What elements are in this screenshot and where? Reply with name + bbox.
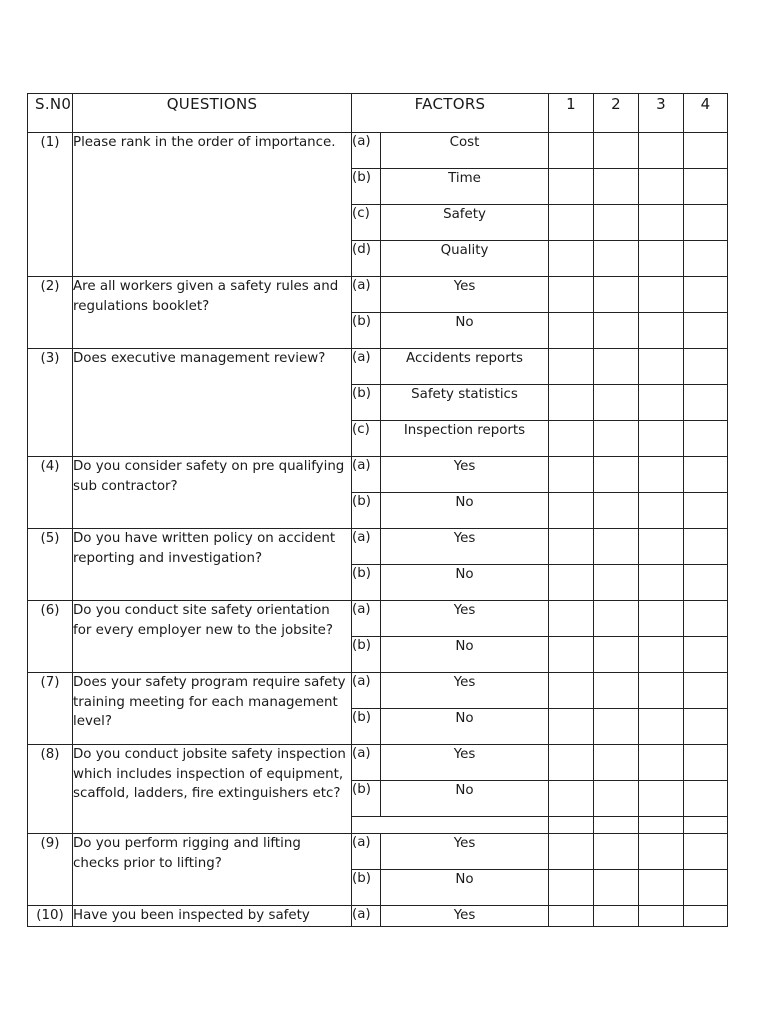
rank-2-cell[interactable]	[594, 906, 639, 927]
rank-4-cell[interactable]	[684, 205, 728, 241]
option-label: Yes	[381, 457, 549, 493]
rank-1-cell[interactable]	[549, 906, 594, 927]
option-label: No	[381, 313, 549, 349]
rank-4-cell[interactable]	[684, 781, 728, 817]
rank-2-cell[interactable]	[594, 870, 639, 906]
option-label: Cost	[381, 133, 549, 169]
option-letter: (a)	[352, 834, 381, 870]
rank-1-cell[interactable]	[549, 601, 594, 637]
option-letter: (b)	[352, 313, 381, 349]
rank-4-cell[interactable]	[684, 133, 728, 169]
rank-3-cell[interactable]	[639, 205, 684, 241]
question-option-row	[28, 906, 728, 927]
rank-2-cell[interactable]	[594, 745, 639, 781]
rank-4-cell[interactable]	[684, 745, 728, 781]
question-option-row	[28, 349, 728, 385]
option-letter: (b)	[352, 781, 381, 817]
option-label: Yes	[381, 906, 549, 927]
rank-3-cell[interactable]	[639, 133, 684, 169]
rank-2-cell[interactable]	[594, 313, 639, 349]
question-number: (2)	[28, 277, 73, 349]
rank-3-cell[interactable]	[639, 313, 684, 349]
rank-2-cell[interactable]	[594, 421, 639, 457]
rank-2-cell[interactable]	[594, 781, 639, 817]
rank-1-cell[interactable]	[549, 385, 594, 421]
option-label: Safety statistics	[381, 385, 549, 421]
rank-1-cell[interactable]	[549, 313, 594, 349]
rank-2-cell[interactable]	[594, 169, 639, 205]
option-letter: (b)	[352, 169, 381, 205]
option-label: Accidents reports	[381, 349, 549, 385]
rank-1-cell[interactable]	[549, 421, 594, 457]
rank-4-cell[interactable]	[684, 421, 728, 457]
option-letter: (c)	[352, 205, 381, 241]
rank-2-cell[interactable]	[594, 205, 639, 241]
option-letter: (b)	[352, 637, 381, 673]
option-label: No	[381, 709, 549, 745]
rank-2-cell[interactable]	[594, 493, 639, 529]
rank-4-cell[interactable]	[684, 529, 728, 565]
option-letter: (a)	[352, 529, 381, 565]
rank-1-cell[interactable]	[549, 349, 594, 385]
rank-2-cell[interactable]	[594, 673, 639, 709]
rank-4-cell[interactable]	[684, 241, 728, 277]
option-letter: (a)	[352, 349, 381, 385]
question-text: Do you perform rigging and lifting checks prior to lifting?	[73, 834, 352, 906]
rank-1-cell[interactable]	[549, 493, 594, 529]
header-rank-3: 3	[639, 94, 684, 133]
rank-2-cell[interactable]	[594, 817, 639, 834]
option-letter: (a)	[352, 457, 381, 493]
header-sno: S.N0	[28, 94, 73, 133]
question-text: Do you conduct jobsite safety inspection which includes inspection of equipment, scaffold, ladders, fire extinguishers etc?	[73, 745, 352, 834]
question-option-row	[28, 133, 728, 169]
option-label: Inspection reports	[381, 421, 549, 457]
rank-3-cell[interactable]	[639, 601, 684, 637]
option-letter: (a)	[352, 673, 381, 709]
question-text: Does your safety program require safety training meeting for each management level?	[73, 673, 352, 745]
rank-2-cell[interactable]	[594, 277, 639, 313]
question-number: (1)	[28, 133, 73, 277]
rank-4-cell[interactable]	[684, 385, 728, 421]
rank-1-cell[interactable]	[549, 277, 594, 313]
rank-1-cell[interactable]	[549, 817, 594, 834]
rank-3-cell[interactable]	[639, 817, 684, 834]
header-questions: QUESTIONS	[73, 94, 352, 133]
rank-4-cell[interactable]	[684, 277, 728, 313]
question-text: Have you been inspected by safety	[73, 906, 352, 927]
rank-3-cell[interactable]	[639, 457, 684, 493]
question-number: (9)	[28, 834, 73, 906]
option-letter: (a)	[352, 277, 381, 313]
rank-4-cell[interactable]	[684, 709, 728, 745]
question-number: (3)	[28, 349, 73, 457]
question-text: Please rank in the order of importance.	[73, 133, 352, 277]
rank-1-cell[interactable]	[549, 241, 594, 277]
question-text: Does executive management review?	[73, 349, 352, 457]
rank-2-cell[interactable]	[594, 457, 639, 493]
question-option-row	[28, 745, 728, 781]
questions-body	[28, 133, 728, 927]
rank-2-cell[interactable]	[594, 637, 639, 673]
rank-2-cell[interactable]	[594, 834, 639, 870]
option-label: Yes	[381, 673, 549, 709]
rank-4-cell[interactable]	[684, 457, 728, 493]
rank-4-cell[interactable]	[684, 349, 728, 385]
rank-1-cell[interactable]	[549, 709, 594, 745]
question-option-row	[28, 601, 728, 637]
question-option-row	[28, 457, 728, 493]
option-letter: (a)	[352, 745, 381, 781]
option-label: Yes	[381, 834, 549, 870]
option-label: Safety	[381, 205, 549, 241]
rank-3-cell[interactable]	[639, 673, 684, 709]
question-text: Do you consider safety on pre qualifying sub contractor?	[73, 457, 352, 529]
option-label: Yes	[381, 745, 549, 781]
rank-3-cell[interactable]	[639, 349, 684, 385]
rank-2-cell[interactable]	[594, 709, 639, 745]
option-label: No	[381, 870, 549, 906]
option-label: No	[381, 637, 549, 673]
rank-1-cell[interactable]	[549, 133, 594, 169]
rank-1-cell[interactable]	[549, 457, 594, 493]
rank-4-cell[interactable]	[684, 870, 728, 906]
option-letter: (a)	[352, 133, 381, 169]
rank-4-cell[interactable]	[684, 906, 728, 927]
header-rank-2: 2	[594, 94, 639, 133]
rank-3-cell[interactable]	[639, 565, 684, 601]
option-label: Yes	[381, 529, 549, 565]
rank-4-cell[interactable]	[684, 313, 728, 349]
rank-1-cell[interactable]	[549, 673, 594, 709]
rank-3-cell[interactable]	[639, 906, 684, 927]
rank-2-cell[interactable]	[594, 349, 639, 385]
rank-1-cell[interactable]	[549, 637, 594, 673]
rank-1-cell[interactable]	[549, 745, 594, 781]
question-number: (8)	[28, 745, 73, 834]
question-option-row	[28, 529, 728, 565]
option-label: Quality	[381, 241, 549, 277]
rank-3-cell[interactable]	[639, 169, 684, 205]
rank-4-cell[interactable]	[684, 817, 728, 834]
option-letter: (b)	[352, 565, 381, 601]
rank-1-cell[interactable]	[549, 834, 594, 870]
question-number: (10)	[28, 906, 73, 927]
question-number: (6)	[28, 601, 73, 673]
rank-3-cell[interactable]	[639, 834, 684, 870]
question-option-row	[28, 673, 728, 709]
rank-2-cell[interactable]	[594, 241, 639, 277]
rank-3-cell[interactable]	[639, 781, 684, 817]
rank-3-cell[interactable]	[639, 493, 684, 529]
rank-4-cell[interactable]	[684, 834, 728, 870]
rank-1-cell[interactable]	[549, 565, 594, 601]
rank-2-cell[interactable]	[594, 601, 639, 637]
question-text: Are all workers given a safety rules and regulations booklet?	[73, 277, 352, 349]
question-text: Do you conduct site safety orientation for every employer new to the jobsite?	[73, 601, 352, 673]
rank-4-cell[interactable]	[684, 493, 728, 529]
rank-2-cell[interactable]	[594, 565, 639, 601]
rank-1-cell[interactable]	[549, 169, 594, 205]
rank-1-cell[interactable]	[549, 870, 594, 906]
rank-2-cell[interactable]	[594, 529, 639, 565]
option-letter: (b)	[352, 870, 381, 906]
option-label: Yes	[381, 601, 549, 637]
header-rank-4: 4	[684, 94, 728, 133]
header-factors: FACTORS	[352, 94, 549, 133]
rank-4-cell[interactable]	[684, 601, 728, 637]
question-number: (5)	[28, 529, 73, 601]
rank-1-cell[interactable]	[549, 781, 594, 817]
rank-4-cell[interactable]	[684, 565, 728, 601]
option-label: Time	[381, 169, 549, 205]
question-number: (7)	[28, 673, 73, 745]
rank-3-cell[interactable]	[639, 241, 684, 277]
option-letter: (a)	[352, 601, 381, 637]
question-text: Do you have written policy on accident reporting and investigation?	[73, 529, 352, 601]
option-letter: (b)	[352, 709, 381, 745]
rank-4-cell[interactable]	[684, 169, 728, 205]
option-label: Yes	[381, 277, 549, 313]
option-label: No	[381, 781, 549, 817]
header-rank-1: 1	[549, 94, 594, 133]
rank-4-cell[interactable]	[684, 637, 728, 673]
rank-3-cell[interactable]	[639, 277, 684, 313]
option-label: No	[381, 565, 549, 601]
question-option-row	[28, 277, 728, 313]
rank-3-cell[interactable]	[639, 529, 684, 565]
question-option-row	[28, 834, 728, 870]
rank-3-cell[interactable]	[639, 870, 684, 906]
option-label: No	[381, 493, 549, 529]
option-letter: (b)	[352, 385, 381, 421]
rank-3-cell[interactable]	[639, 745, 684, 781]
rank-2-cell[interactable]	[594, 133, 639, 169]
rank-1-cell[interactable]	[549, 529, 594, 565]
rank-4-cell[interactable]	[684, 673, 728, 709]
rank-3-cell[interactable]	[639, 421, 684, 457]
rank-3-cell[interactable]	[639, 637, 684, 673]
option-letter: (c)	[352, 421, 381, 457]
option-letter: (b)	[352, 493, 381, 529]
option-letter: (a)	[352, 906, 381, 927]
header-row	[28, 94, 728, 133]
rank-2-cell[interactable]	[594, 385, 639, 421]
rank-3-cell[interactable]	[639, 385, 684, 421]
rank-3-cell[interactable]	[639, 709, 684, 745]
safety-questionnaire-table	[27, 93, 728, 927]
blank-factor-cell	[352, 817, 549, 834]
rank-1-cell[interactable]	[549, 205, 594, 241]
option-letter: (d)	[352, 241, 381, 277]
question-number: (4)	[28, 457, 73, 529]
